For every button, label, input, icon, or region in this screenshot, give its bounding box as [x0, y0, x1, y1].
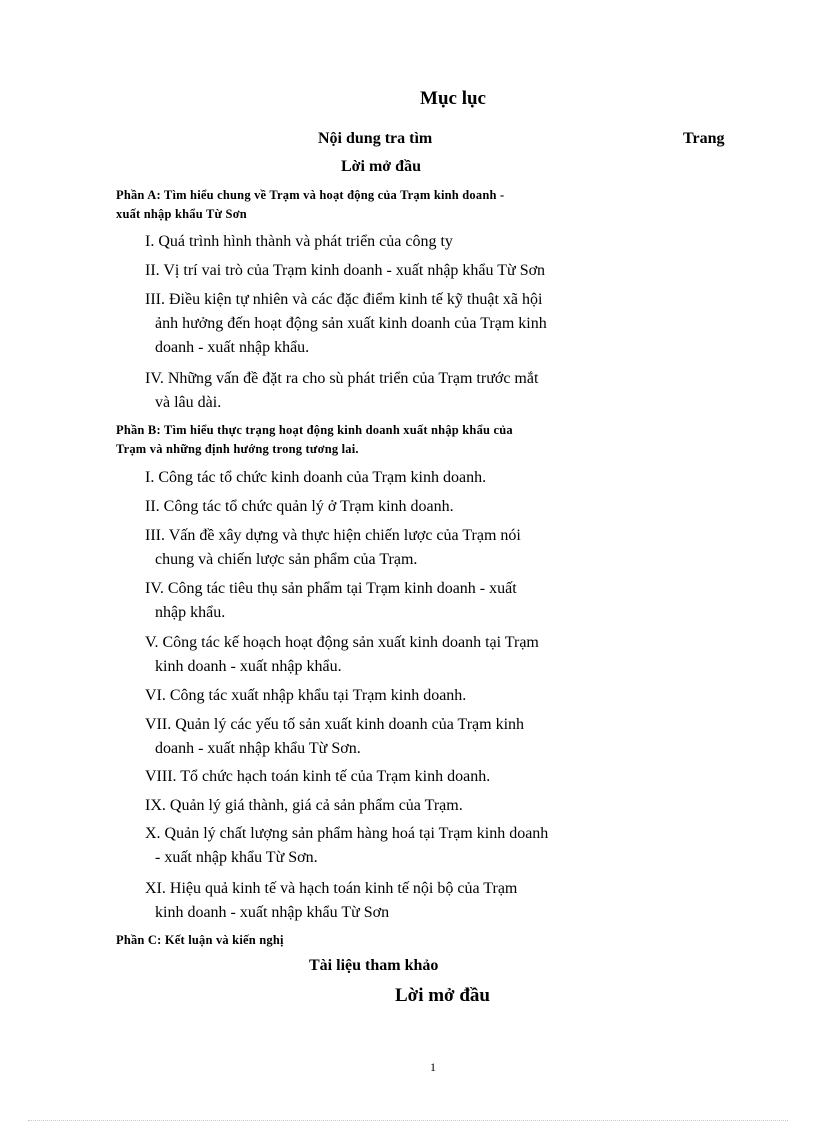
part-a-heading	[116, 186, 662, 224]
toc-item-text: I. Công tác tổ chức kinh doanh của Trạm kinh doanh.	[145, 469, 487, 486]
part-b-item-8	[145, 765, 662, 789]
toc-item-text: IV. Công tác tiêu thụ sản phẩm tại Trạm kinh doanh - xuất	[145, 580, 517, 597]
toc-item-text: III. Điều kiện tự nhiên và các đặc điểm kinh tế kỹ thuật xã hội	[145, 291, 543, 308]
part-b-item-3	[145, 524, 662, 572]
part-b-item-1	[145, 466, 662, 490]
toc-item-text: - xuất nhập khẩu Từ Sơn.	[155, 849, 318, 866]
toc-item-text: và lâu dài.	[155, 394, 222, 411]
section-heading-intro: Lời mở đầu	[395, 985, 490, 1006]
part-a-item-2	[145, 259, 662, 283]
part-b-item-11	[145, 877, 662, 925]
part-b-item-6	[145, 684, 662, 708]
toc-item-text: chung và chiến lược sản phẩm của Trạm.	[155, 551, 418, 568]
toc-item-text: ảnh hưởng đến hoạt động sản xuất kinh doanh của Trạm kinh	[155, 315, 547, 332]
part-b-item-7	[145, 713, 662, 761]
toc-item-text: VIII. Tổ chức hạch toán kinh tế của Trạm kinh doanh.	[145, 768, 491, 785]
part-a-item-3	[145, 288, 662, 360]
part-b-item-9	[145, 794, 662, 818]
toc-item-text: II. Công tác tổ chức quản lý ở Trạm kinh doanh.	[145, 498, 454, 515]
part-a-item-4	[145, 367, 662, 415]
toc-item-text: kinh doanh - xuất nhập khẩu Từ Sơn	[155, 904, 390, 921]
part-b-item-5	[145, 631, 662, 679]
toc-item-text: III. Vấn đề xây dựng và thực hiện chiến lược của Trạm nói	[145, 527, 521, 544]
toc-item-text: VII. Quản lý các yếu tố sản xuất kinh doanh của Trạm kinh	[145, 716, 525, 733]
toc-item-text: doanh - xuất nhập khẩu Từ Sơn.	[155, 740, 361, 757]
part-a-line-1: Phần A: Tìm hiểu chung về Trạm và hoạt động của Trạm kinh doanh -	[116, 188, 505, 202]
toc-references: Tài liệu tham khảo	[309, 957, 439, 974]
part-b-item-2	[145, 495, 662, 519]
part-b-line-1: Phần B: Tìm hiểu thực trạng hoạt động kinh doanh xuất nhập khẩu của	[116, 423, 513, 437]
toc-item-text: V. Công tác kế hoạch hoạt động sản xuất kinh doanh tại Trạm	[145, 634, 539, 651]
toc-item-text: IV. Những vấn đề đặt ra cho sù phát triển của Trạm trước mắt	[145, 370, 539, 387]
toc-intro: Lời mở đầu	[341, 158, 421, 175]
part-a-line-2: xuất nhập khẩu Từ Sơn	[116, 207, 247, 221]
part-b-item-10	[145, 822, 662, 870]
toc-item-text: nhập khẩu.	[155, 604, 226, 621]
part-b-line-2: Trạm và những định hướng trong tương lai.	[116, 442, 359, 456]
page-bottom-divider	[28, 1120, 788, 1121]
toc-header-page: Trang	[683, 130, 725, 147]
toc-item-text: II. Vị trí vai trò của Trạm kinh doanh - xuất nhập khẩu Từ Sơn	[145, 262, 546, 279]
part-c-heading: Phần C: Kết luận và kiến nghị	[116, 933, 284, 947]
page-number: 1	[430, 1060, 436, 1074]
part-a-item-1	[145, 230, 662, 254]
toc-header-content: Nội dung tra tìm	[318, 130, 433, 147]
toc-item-text: doanh - xuất nhập khẩu.	[155, 339, 310, 356]
page-title: Mục lục	[420, 88, 486, 109]
toc-item-text: XI. Hiệu quả kinh tế và hạch toán kinh tế nội bộ của Trạm	[145, 880, 518, 897]
toc-item-text: I. Quá trình hình thành và phát triển của công ty	[145, 233, 453, 250]
part-b-item-4	[145, 577, 662, 625]
part-b-heading	[116, 421, 662, 459]
toc-item-text: VI. Công tác xuất nhập khẩu tại Trạm kinh doanh.	[145, 687, 467, 704]
toc-item-text: X. Quản lý chất lượng sản phẩm hàng hoá tại Trạm kinh doanh	[145, 825, 549, 842]
toc-item-text: kinh doanh - xuất nhập khẩu.	[155, 658, 342, 675]
toc-item-text: IX. Quản lý giá thành, giá cả sản phẩm của Trạm.	[145, 797, 463, 814]
